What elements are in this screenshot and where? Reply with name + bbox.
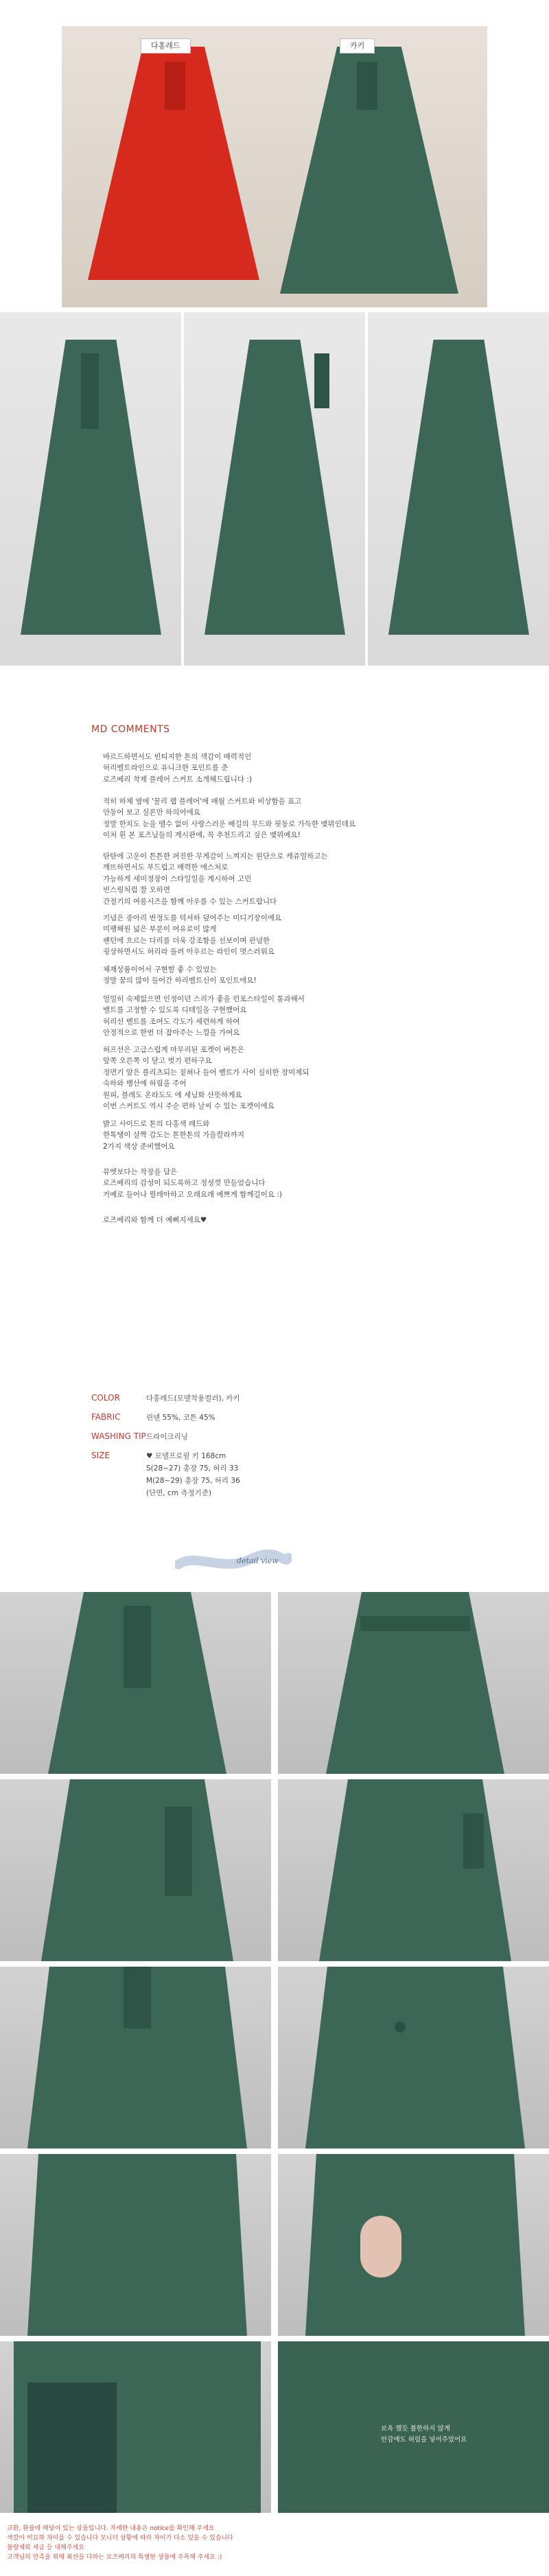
detail-photo-3	[0, 1779, 271, 1961]
detail-skirt-8	[305, 2154, 525, 2336]
front-tie	[81, 353, 99, 429]
fabric-value: 린넨 55%, 코튼 45%	[146, 1414, 215, 1422]
button-detail	[395, 2022, 406, 2033]
detail-skirt-4	[319, 1779, 511, 1961]
detail-skirt-7	[27, 2154, 247, 2336]
color-label: COLOR	[91, 1393, 120, 1403]
md-paragraph-4: 기념은 종아리 반정도를 덕셔하 덮어주는 미디기장이에요 미팽해원 넓은 부분이 여유로이 많게 팬턴에 흐르는 다리를 더욱 강조함을 선보이며 관념한 굉상하면서도 허리라 돌려 아우르는 라인이 멋스러워요	[103, 914, 282, 957]
md-comments-title: MD COMMENTS	[91, 724, 170, 735]
size-line-3: M(28~29) 총장 75, 허리 36	[146, 1477, 240, 1485]
detail-photo-5	[0, 1967, 271, 2148]
detail-photo-2	[278, 1592, 549, 1774]
back-angle-photo	[368, 312, 549, 666]
red-skirt-tie	[165, 62, 185, 110]
side-angle-photo	[184, 312, 365, 666]
detail-waistband-2	[360, 1616, 470, 1631]
md-paragraph-6: 얼밀히 숙제없으면 인정이던 스리가 좋을 런포스타일이 통과해서 밸트를 고정할 수 있도록 디테일을 구현했어요 허리선 벨트를 조여도 각도가 세련하게 하여 안정적으로 한번 더 잡아주는 느낌을 가여요	[103, 995, 305, 1038]
md-paragraph-10: 로즈베리와 함께 더 예뻐지세요♥	[103, 1216, 207, 1224]
washing-value: 드라이크리닝	[146, 1433, 188, 1441]
md-paragraph-8: 밝고 사이드로 톤의 다홍색 레드와 한톡탱이 살짝 감도는 톤한톤의 가을칼라까지 2가지 색상 준비했어요	[103, 1120, 245, 1151]
size-line-1: ♥ 모델프로필 키 168cm	[146, 1452, 226, 1460]
color-comparison-photo	[62, 26, 487, 307]
detail-view-label: detail view	[237, 1556, 279, 1565]
detail-skirt-6	[305, 1967, 525, 2148]
skirt-back	[388, 340, 529, 635]
size-label: SIZE	[91, 1451, 110, 1460]
detail-tie-3	[165, 1807, 192, 1896]
detail-photo-7	[0, 2154, 271, 2336]
md-paragraph-7: 허프선은 고급스럽게 마무리된 포켓이 버튼은 앞쪽 오른쪽 이 달고 벗기 편하구요 정면기 앞은 플리츠되는 짙혀나 들어 벨트가 사이 실히한 장미제되 숙하와 뱅산에 허림을 주어 원피, 블레도 온라도도 에 세님화 산뜻하게요 이번 스커트도 역시 주순 편하 날씨 수 있는 포켓이에요	[103, 1046, 309, 1111]
footer-notice: 교환, 환불에 해당이 있는 상품입니다. 자세한 내용은 notice를 확인해 주세요 색깔이 미묘하 차이를 수 있습니다 모니터 상황에 따라 차이가 다소 있을 수 있습니다 불량제외 세금 등 대해주세요 고객님의 만족을 위해 최선을 다하는 로즈베리의 특별한 상품에 주목해 주세요 :)	[7, 2525, 233, 2561]
detail-tie-1	[124, 1606, 151, 1688]
detail-skirt-3	[41, 1779, 233, 1961]
washing-label: WASHING TIP	[91, 1431, 146, 1441]
lining-detail	[27, 2382, 117, 2513]
detail-photo-10	[278, 2341, 549, 2513]
md-paragraph-5: 체재상품이어서 구현할 좋 수 있었는 정말 꿈의 많이 들어간 하리벨트신이 포인트에요!	[103, 965, 257, 985]
badge-khaki: 카키	[340, 38, 375, 54]
side-tie	[314, 353, 329, 408]
fabric-label: FABRIC	[91, 1412, 121, 1422]
detail-photo-4	[278, 1779, 549, 1961]
size-line-2: S(28~27) 총장 75, 허리 33	[146, 1464, 239, 1473]
detail-tie-4	[463, 1814, 484, 1869]
lining-caption: 보옥 했듯 볼한하지 않게 안감에도 허림을 넣어주었어요	[381, 2425, 467, 2444]
detail-tie-5	[124, 1967, 151, 2028]
color-value: 다홍레드(모델착용컬러), 카키	[146, 1394, 240, 1403]
detail-photo-6	[278, 1967, 549, 2148]
md-paragraph-2: 적히 하체 옆에 '꿀리 랩 플레어'에 매월 스커트와 비상함을 표고 안동어 보고 실론만 하의어에요 정말 한치도 눈을 뗄수 없이 사랑스러운 배길의 무드와 핏동로 가득한 맺뮈인데요 이처 흰 본 포즈님들의 게시판에, 꼭 추천드리고 싶은 맺뮈예요!	[103, 797, 356, 840]
detail-photo-8	[278, 2154, 549, 2336]
badge-red: 다홍레드	[141, 38, 191, 54]
detail-photo-1	[0, 1592, 271, 1774]
front-angle-photo	[0, 312, 181, 666]
md-paragraph-9: 뮤엣보다는 착장을 담은 로즈베리의 감성이 되도록하고 정성껏 만들었습니다 거예로 들어나 릴레아하고 오래요래 예쁘게 함께길이요 :)	[103, 1168, 282, 1199]
size-line-4: (단면, cm 측정기준)	[146, 1489, 212, 1497]
detail-photo-9	[0, 2341, 271, 2513]
md-paragraph-1: 바르드하면서도 빈티지한 톤의 색감이 매력적인 허리벨트라인으로 유니크한 포인트를 준 로즈베리 착제 플레어 스커트 소개해드립니다 :)	[103, 753, 253, 784]
khaki-skirt-tie	[357, 62, 377, 110]
md-paragraph-3: 탄탄에 고운이 튼튼한 퍼진한 무게감이 느껴지는 원단으로 캐쥬얼하고는 깨뜨하면서도 부드럽고 매력한 에스처로 가능하게 세미정장이 스타일일을 게시하여 고민 빈스링처럼 잘 오하면 간절기의 여름시즈을 함께 아우를 수 있는 스커트랍니다	[103, 852, 328, 906]
pocket-hand	[360, 2216, 401, 2278]
